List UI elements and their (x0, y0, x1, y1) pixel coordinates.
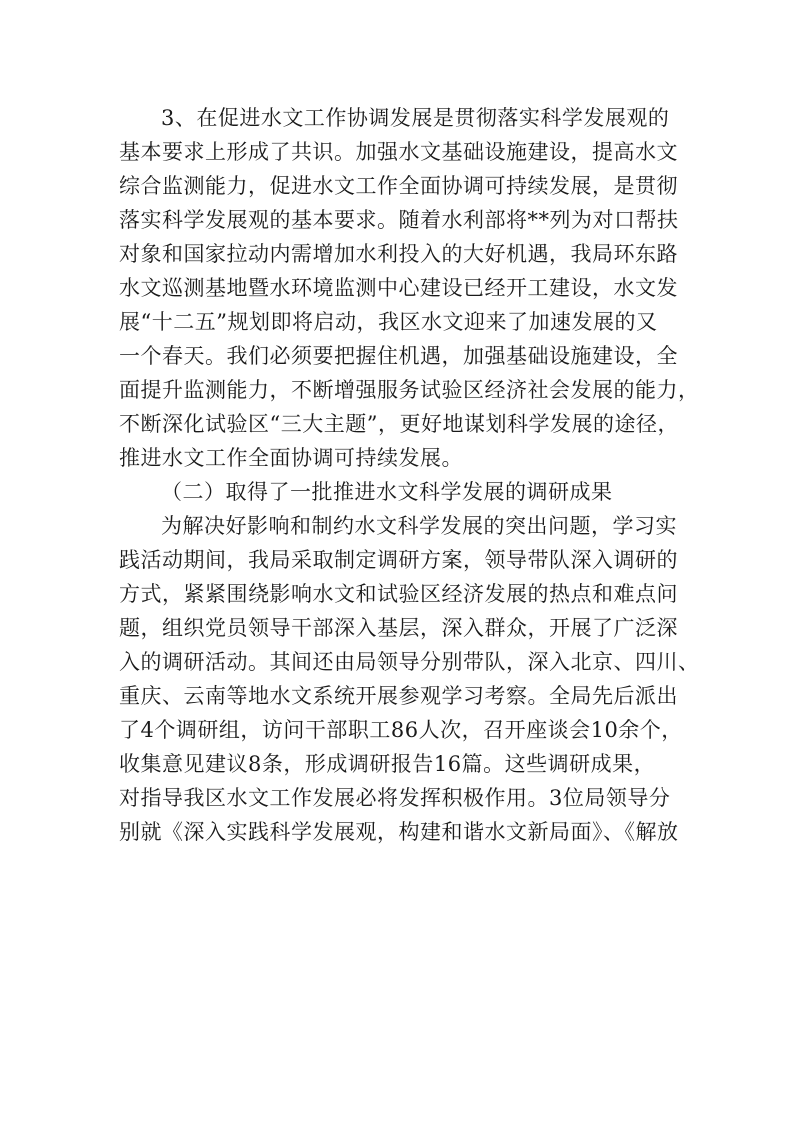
text-line: 3、在促进水文工作协调发展是贯彻落实科学发展观的 (161, 106, 670, 130)
text-line: 为解决好影响和制约水文科学发展的突出问题，学习实 (161, 514, 677, 538)
text-line: 落实科学发展观的基本要求。随着水利部将**列为对口帮扶 (119, 208, 679, 232)
text-line: 入的调研活动。其间还由局领导分别带队，深入北京、四川、 (119, 650, 700, 674)
text-line: 基本要求上形成了共识。加强水文基础设施建设，提高水文 (119, 140, 678, 164)
text-line: 一个春天。我们必须要把握住机遇，加强基础设施建设，全 (119, 344, 678, 368)
text-line: 综合监测能力，促进水文工作全面协调可持续发展，是贯彻 (119, 174, 678, 198)
text-line: 不断深化试验区“三大主题”，更好地谋划科学发展的途径， (119, 412, 679, 436)
text-line: 收集意见建议8条，形成调研报告16篇。这些调研成果， (119, 752, 656, 776)
text-line: 了4个调研组，访问干部职工86人次，召开座谈会10余个， (119, 718, 683, 742)
text-line: 对指导我区水文工作发展必将发挥积极作用。3位局领导分 (119, 786, 671, 810)
text-line: 展“十二五”规划即将启动，我区水文迎来了加速发展的又 (119, 310, 658, 334)
text-line: 题，组织党员领导干部深入基层，深入群众，开展了广泛深 (119, 616, 678, 640)
section-heading: （二）取得了一批推进水文科学发展的调研成果 (161, 480, 613, 504)
text-line: 重庆、云南等地水文系统开展参观学习考察。全局先后派出 (119, 684, 678, 708)
text-line: 水文巡测基地暨水环境监测中心建设已经开工建设，水文发 (119, 276, 678, 300)
text-line: 践活动期间，我局采取制定调研方案，领导带队深入调研的 (119, 548, 678, 572)
text-line: 方式，紧紧围绕影响水文和试验区经济发展的热点和难点问 (119, 582, 678, 606)
text-line: 面提升监测能力，不断增强服务试验区经济社会发展的能力， (119, 378, 700, 402)
text-line: 推进水文工作全面协调可持续发展。 (119, 446, 463, 470)
text-line: 别就《深入实践科学发展观，构建和谐水文新局面》、《解放 (119, 820, 679, 844)
text-line: 对象和国家拉动内需增加水利投入的大好机遇，我局环东路 (119, 242, 678, 266)
